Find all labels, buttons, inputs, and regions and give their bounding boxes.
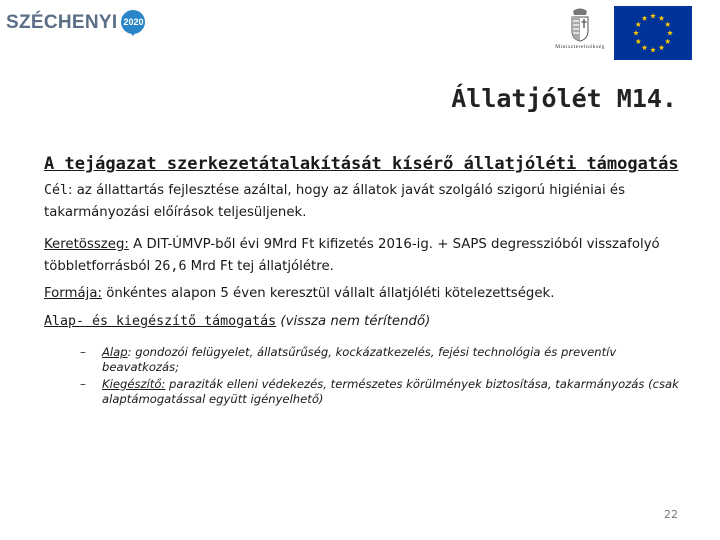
budget-label: Keretösszeg: — [44, 237, 129, 252]
list-item-label: Alap — [102, 345, 128, 359]
list-item-text: paraziták elleni védekezés, természetes körülmények biztosítása, takarmányozás (csak alaptámogatással együtt igényelhető) — [102, 377, 679, 406]
logo-badge-2020: 2020 — [123, 17, 144, 27]
goal-label: Cél — [44, 183, 69, 198]
goal-paragraph — [44, 180, 694, 224]
ministry-name: Miniszterelnökség — [555, 44, 605, 50]
szechenyi-logo-word: SZÉCHENYI — [6, 12, 118, 33]
szechenyi-2020-logo — [6, 6, 146, 40]
location-pin-icon — [120, 10, 146, 36]
list-item — [44, 377, 694, 407]
form-paragraph — [44, 283, 694, 305]
ministry-logo — [540, 6, 620, 50]
list-item-text: : gondozói felügyelet, állatsűrűség, kockázatkezelés, fejési technológia és preventív beavatkozás; — [102, 345, 617, 374]
budget-text-after: Mrd Ft tej állatjólétre. — [186, 259, 334, 274]
dash-bullet-icon: – — [80, 345, 86, 359]
hungarian-coat-of-arms-icon — [569, 6, 591, 42]
page-title: Állatjólét M14. — [451, 84, 677, 113]
budget-paragraph — [44, 234, 694, 278]
form-label: Formája: — [44, 286, 102, 301]
support-heading-label: Alap- és kiegészítő támogatás — [44, 314, 277, 329]
eu-flag-icon — [614, 6, 692, 60]
budget-amount: 26,6 — [154, 259, 187, 274]
list-item-label: Kiegészítő: — [102, 377, 166, 391]
list-item — [44, 345, 694, 375]
budget-text-before: A DIT-ÚMVP-ből évi 9Mrd Ft kifizetés 2016-ig. + SAPS degresszióból visszafolyó többletforrásból — [44, 237, 660, 274]
main-content — [44, 154, 694, 409]
page-number: 22 — [664, 508, 678, 521]
support-heading — [44, 311, 694, 333]
dash-bullet-icon: – — [80, 377, 86, 391]
goal-text: : az állattartás fejlesztése azáltal, hogy az állatok javát szolgáló szigorú higiéniai és takarmányozási előírások teljesüljenek. — [44, 183, 626, 220]
section-subtitle: A tejágazat szerkezetátalakítását kísérő állatjóléti támogatás — [44, 154, 679, 174]
support-heading-note: (vissza nem térítendő) — [276, 314, 431, 329]
support-list — [44, 345, 694, 407]
form-text: önkéntes alapon 5 éven keresztül vállalt állatjóléti kötelezettségek. — [101, 286, 555, 301]
